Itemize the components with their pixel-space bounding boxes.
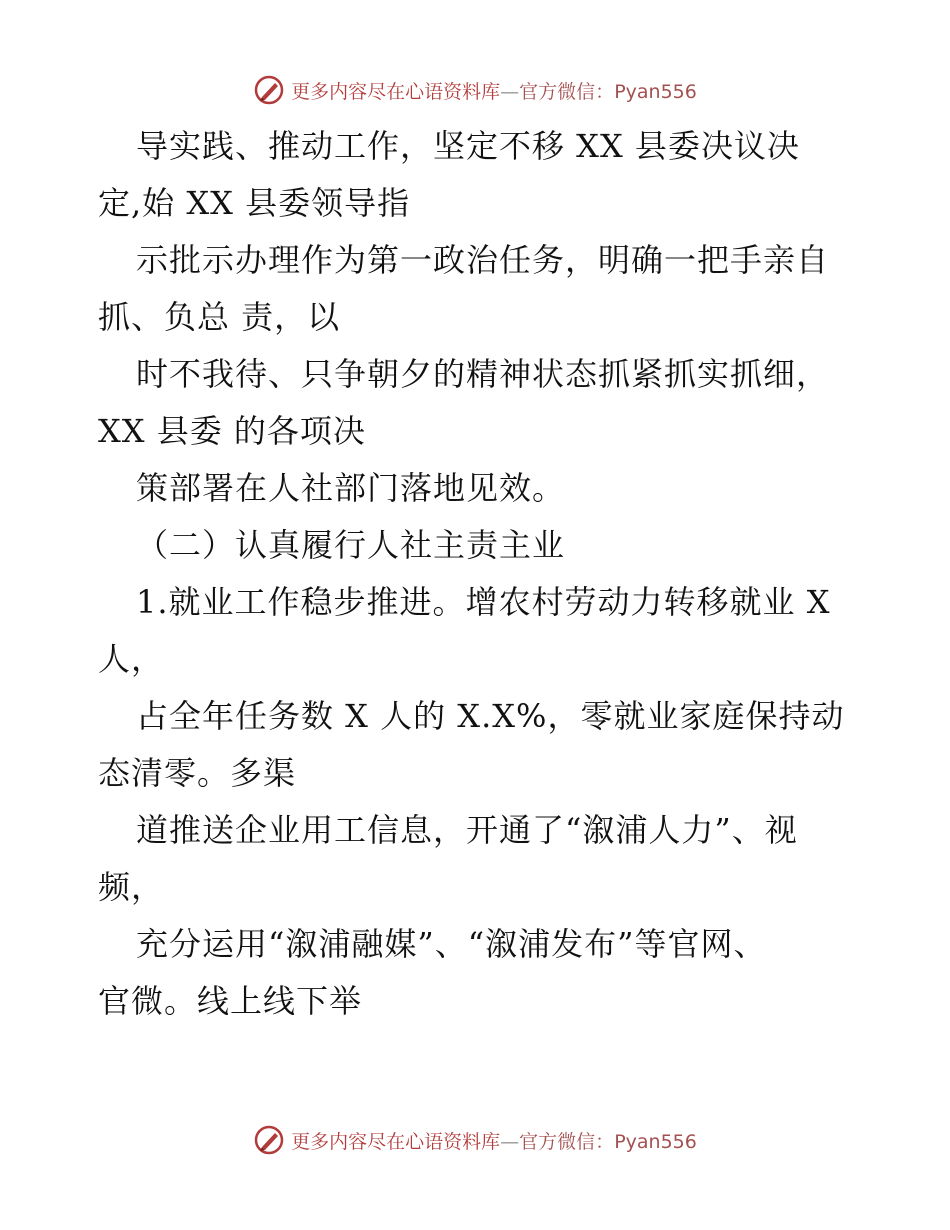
text-line: （二）认真履行人社主责主业: [136, 526, 566, 564]
text-line: XX 县委 的各项决: [98, 412, 366, 450]
text-line: 导实践、推动工作，坚定不移 XX 县委决议决: [136, 127, 800, 165]
header-banner: [0, 70, 950, 110]
text-line: 时不我待、只争朝夕的精神状态抓紧抓实抓细，: [136, 355, 830, 393]
text-line: 定,始 XX 县委领导指: [98, 184, 411, 222]
pen-logo-icon: [253, 74, 285, 106]
pen-logo-icon: [253, 1124, 285, 1156]
banner-text: 更多内容尽在心语资料库—官方微信：Pyan556: [291, 80, 697, 103]
text-line: 道推送企业用工信息，开通了“溆浦人力”、视: [136, 811, 798, 849]
text-line: 占全年任务数 X 人的 X.X%，零就业家庭保持动: [136, 697, 845, 735]
text-line: 人，: [98, 640, 165, 678]
text-line: 充分运用“溆浦融媒”、“溆浦发布”等官网、: [136, 925, 767, 963]
text-line: 1.就业工作稳步推进。增农村劳动力转移就业 X: [136, 583, 831, 621]
text-line: 频，: [98, 868, 165, 906]
document-body: [98, 118, 858, 1030]
banner-text: 更多内容尽在心语资料库—官方微信：Pyan556: [291, 1130, 697, 1153]
text-line: 抓、负总 责，以: [98, 298, 341, 336]
text-line: 态清零。多渠: [98, 754, 297, 792]
footer-banner: [0, 1120, 950, 1160]
text-line: 示批示办理作为第一政治任务，明确一把手亲自: [136, 241, 830, 279]
text-line: 官微。线上线下举: [98, 982, 363, 1020]
text-line: 策部署在人社部门落地见效。: [136, 469, 566, 507]
